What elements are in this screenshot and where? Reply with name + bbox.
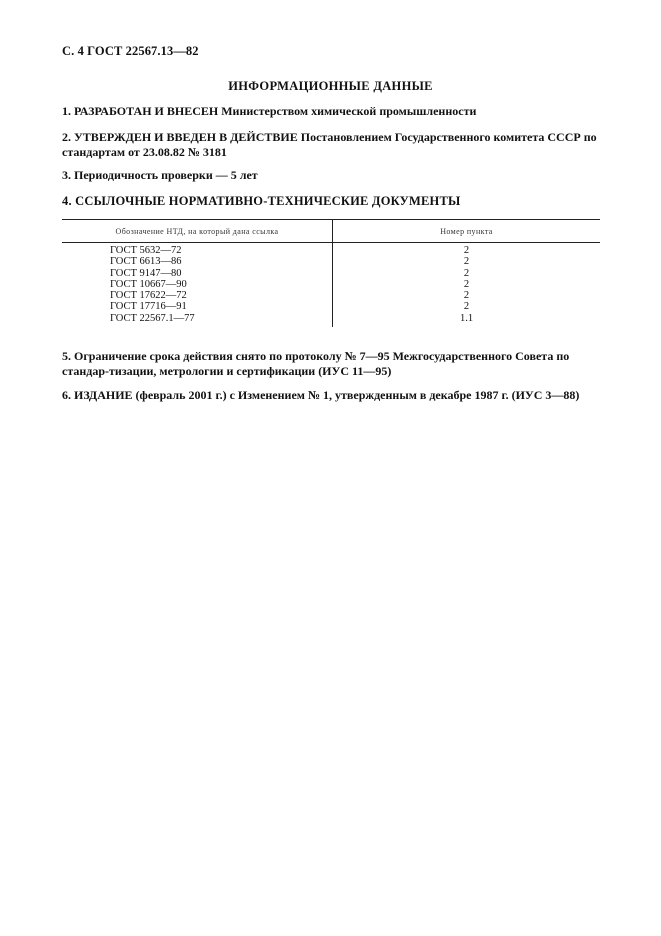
table-row	[62, 268, 600, 279]
item-lead: УТВЕРЖДЕН И ВВЕДЕН В ДЕЙСТВИЕ	[74, 130, 298, 144]
item-number: 1.	[62, 104, 71, 118]
clause-cell: 2	[463, 256, 470, 268]
item-review-period	[62, 168, 602, 183]
item-validity-limit	[62, 349, 602, 379]
clause-cell: 2	[463, 267, 470, 279]
document-cell: ГОСТ 5632—72	[62, 243, 333, 257]
item-number: 5.	[62, 349, 71, 363]
table-row	[62, 256, 600, 267]
clause-cell: 1.1	[459, 312, 474, 324]
document-cell: ГОСТ 22567.1—77	[62, 313, 333, 327]
item-number: 6.	[62, 388, 71, 402]
document-cell: ГОСТ 17622—72	[62, 290, 333, 301]
item-number: 2.	[62, 130, 71, 144]
table-header-row	[62, 220, 600, 243]
item-reference-docs	[62, 194, 602, 209]
table-row	[62, 279, 600, 290]
document-cell: ГОСТ 6613—86	[62, 256, 333, 267]
item-number: 3.	[62, 168, 71, 182]
page-header: С. 4 ГОСТ 22567.13—82	[62, 44, 199, 58]
document-cell: ГОСТ 17716—91	[62, 301, 333, 312]
item-lead: РАЗРАБОТАН И ВНЕСЕН	[74, 104, 219, 118]
clause-cell: 2	[463, 245, 470, 256]
table-row	[62, 301, 600, 312]
item-number: 4.	[62, 194, 72, 208]
table-row	[62, 243, 600, 257]
column-header-document: Обозначение НТД, на который дана ссылка	[62, 220, 333, 243]
column-header-clause: Номер пункта	[333, 220, 601, 243]
item-edition	[62, 388, 602, 403]
item-text: Постановлением Государственного комитета СССР по стандартам от 23.08.82 № 3181	[62, 130, 597, 159]
item-text: Периодичность проверки — 5 лет	[74, 168, 258, 182]
item-lead: ССЫЛОЧНЫЕ НОРМАТИВНО-ТЕХНИЧЕСКИЕ ДОКУМЕНТЫ	[75, 194, 461, 208]
reference-documents-table	[62, 219, 600, 327]
item-text: Министерством химической промышленности	[221, 104, 477, 118]
clause-cell: 2	[463, 301, 470, 313]
item-developed	[62, 104, 602, 119]
item-text: ИЗДАНИЕ (февраль 2001 г.) с Изменением № 1, утвержденным в декабре 1987 г. (ИУС 3—88)	[74, 388, 580, 402]
document-cell: ГОСТ 10667—90	[62, 279, 333, 290]
item-approved	[62, 130, 602, 160]
clause-cell: 2	[463, 278, 470, 290]
table-row	[62, 290, 600, 301]
clause-cell: 2	[463, 290, 470, 302]
item-text: Ограничение срока действия снято по протоколу № 7—95 Межгосударственного Совета по стандар-тизации, метрологии и сертификации (ИУС 11—95)	[62, 349, 570, 378]
document-cell: ГОСТ 9147—80	[62, 268, 333, 279]
table-row	[62, 313, 600, 327]
section-title: ИНФОРМАЦИОННЫЕ ДАННЫЕ	[228, 79, 433, 93]
